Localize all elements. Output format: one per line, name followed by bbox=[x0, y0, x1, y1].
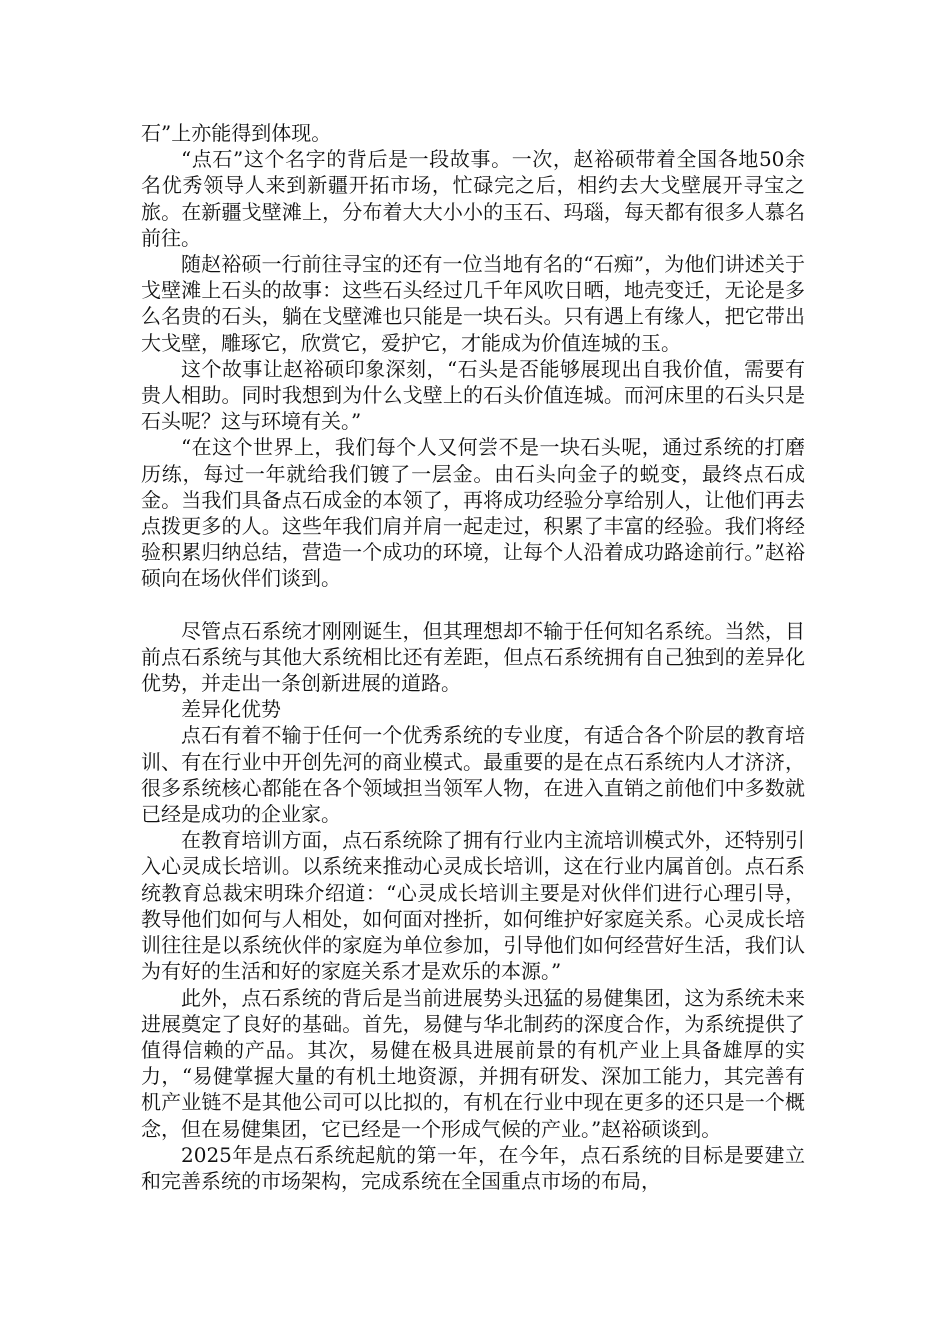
paragraph: 点石有着不输于任何一个优秀系统的专业度，有适合各个阶层的教育培训、有在行业中开创先河的商业模式。最重要的是在点石系统内人才济济，很多系统核心都能在各个领域担当领军人物，在进入直销之前他们中多数就已经是成功的企业家。 bbox=[141, 723, 805, 827]
paragraph: “点石”这个名字的背后是一段故事。一次，赵裕硕带着全国各地50余名优秀领导人来到新疆开拓市场，忙碌完之后，相约去大戈壁展开寻宝之旅。在新疆戈壁滩上，分布着大大小小的玉石、玛瑙，每天都有很多人慕名前往。 bbox=[141, 147, 805, 250]
paragraph: 随赵裕硕一行前往寻宝的还有一位当地有名的“石痴”，为他们讲述关于戈壁滩上石头的故事：这些石头经过几千年风吹日晒，地壳变迁，无论是多么名贵的石头，躺在戈壁滩也只能是一块石头。只有遇上有缘人，把它带出大戈壁，雕琢它，欣赏它，爱护它，才能成为价值连城的玉。 bbox=[141, 252, 805, 355]
section-gap bbox=[141, 592, 805, 618]
document-body bbox=[141, 120, 805, 1194]
paragraph: “在这个世界上，我们每个人又何尝不是一块石头呢，通过系统的打磨历练，每过一年就给我们镀了一层金。由石头向金子的蜕变，最终点石成金。当我们具备点石成金的本领了，再将成功经验分享给别人，让他们再去点拨更多的人。这些年我们肩并肩一起走过，积累了丰富的经验。我们将经验积累归纳总结，营造一个成功的环境，让每个人沿着成功路途前行。”赵裕硕向在场伙伴们谈到。 bbox=[141, 435, 805, 591]
section-heading: 差异化优势 bbox=[181, 697, 281, 722]
paragraph: 2025年是点石系统起航的第一年，在今年，点石系统的目标是要建立和完善系统的市场架构，完成系统在全国重点市场的布局， bbox=[141, 1142, 805, 1193]
paragraph: 此外，点石系统的背后是当前进展势头迅猛的易健集团，这为系统未来进展奠定了良好的基础。首先，易健与华北制药的深度合作，为系统提供了值得信赖的产品。其次，易健在极具进展前景的有机产业上具备雄厚的实力，“易健掌握大量的有机土地资源，并拥有研发、深加工能力，其完善有机产业链不是其他公司可以比拟的，有机在行业中现在更多的还只是一个概念，但在易健集团，它已经是一个形成气候的产业。”赵裕硕谈到。 bbox=[141, 985, 805, 1141]
paragraph: 在教育培训方面，点石系统除了拥有行业内主流培训模式外，还特别引入心灵成长培训。以系统来推动心灵成长培训，这在行业内属首创。点石系统教育总裁宋明珠介绍道：“心灵成长培训主要是对伙伴们进行心理引导，教导他们如何与人相处，如何面对挫折，如何维护好家庭关系。心灵成长培训往往是以系统伙伴的家庭为单位参加，引导他们如何经营好生活，我们认为有好的生活和好的家庭关系才是欢乐的本源。” bbox=[141, 828, 805, 984]
paragraph: 尽管点石系统才刚刚诞生，但其理想却不输于任何知名系统。当然，目前点石系统与其他大系统相比还有差距，但点石系统拥有自己独到的差异化优势，并走出一条创新进展的道路。 bbox=[141, 618, 805, 696]
paragraph: 这个故事让赵裕硕印象深刻，“石头是否能够展现出自我价值，需要有贵人相助。同时我想到为什么戈壁上的石头价值连城。而河床里的石头只是石头呢？这与环境有关。” bbox=[141, 356, 805, 434]
paragraph-continuation: 石”上亦能得到体现。 bbox=[141, 121, 332, 145]
